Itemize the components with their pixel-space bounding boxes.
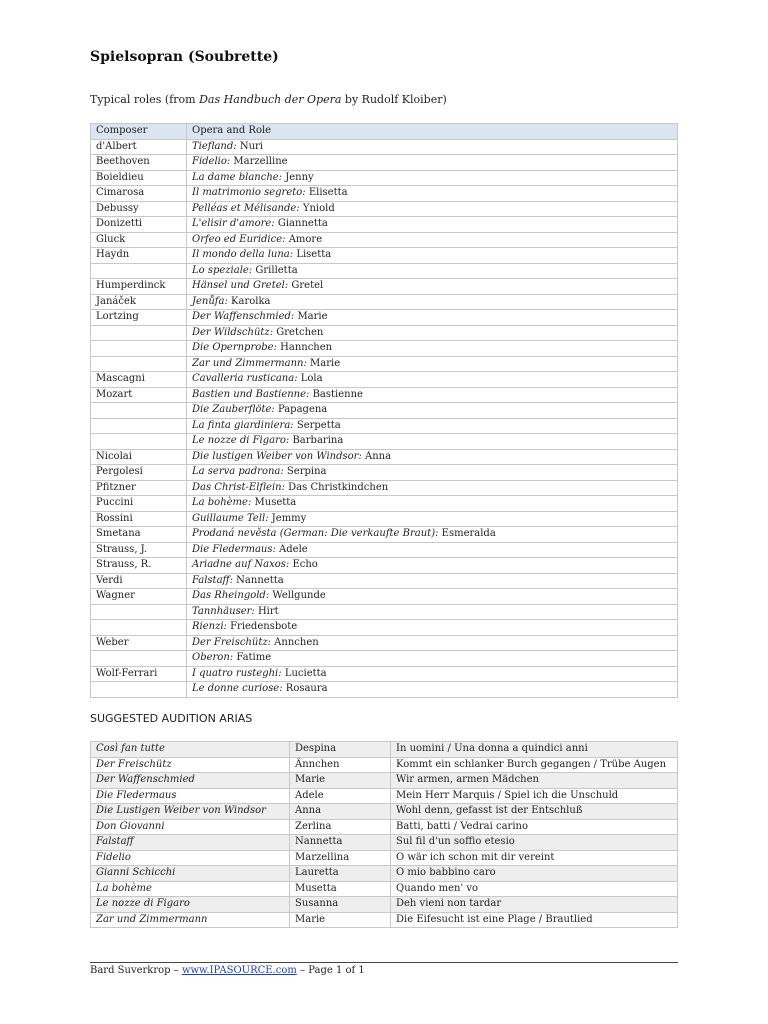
table-row	[91, 742, 678, 758]
table-row	[91, 434, 678, 450]
table-row	[91, 263, 678, 279]
table-row	[91, 666, 678, 682]
table-row	[91, 604, 678, 620]
aria-opera-cell: Der Waffenschmied	[91, 773, 290, 789]
opera-role-cell	[187, 155, 678, 171]
role-name: Hannchen	[276, 342, 333, 353]
opera-title: I quatro rusteghi:	[192, 667, 282, 679]
opera-title: L'elisir d'amore:	[192, 218, 275, 229]
table-row	[91, 294, 678, 310]
composer-cell	[91, 620, 187, 636]
table-row	[91, 186, 678, 202]
opera-role-cell	[187, 403, 678, 419]
role-name: Marie	[294, 311, 328, 322]
role-name: Karolka	[227, 295, 271, 307]
composer-cell: Rossini	[91, 511, 187, 527]
footer-author: Bard Suverkrop –	[90, 965, 182, 976]
aria-title-cell: Mein Herr Marquis / Spiel ich die Unschuld	[391, 788, 678, 804]
table-row	[91, 757, 678, 773]
composer-cell: Wolf-Ferrari	[91, 666, 187, 682]
roles-table	[90, 123, 678, 698]
role-name: Nannetta	[233, 574, 284, 586]
aria-title-cell: O wär ich schon mit dir vereint	[391, 850, 678, 866]
opera-role-cell	[187, 496, 678, 512]
role-name: Gretel	[288, 280, 324, 291]
role-name: Hirt	[254, 605, 279, 617]
aria-opera-cell: Fidelio	[91, 850, 290, 866]
aria-opera-cell: Die Lustigen Weiber von Windsor	[91, 804, 290, 820]
table-row	[91, 819, 678, 835]
table-row	[91, 139, 678, 155]
role-name: Nuri	[236, 140, 263, 152]
role-name: Wellgunde	[269, 590, 326, 601]
intro-prefix: Typical roles (from	[90, 93, 200, 106]
composer-cell: d'Albert	[91, 139, 187, 155]
opera-title: Oberon:	[192, 652, 234, 663]
opera-title: Il mondo della luna:	[192, 249, 294, 260]
role-name: Esmeralda	[438, 528, 496, 539]
aria-title-cell: Wir armen, armen Mädchen	[391, 773, 678, 789]
footer-link[interactable]: www.IPASOURCE.com	[181, 965, 297, 976]
table-row	[91, 682, 678, 698]
opera-role-cell	[187, 170, 678, 186]
opera-title: Cavalleria rusticana:	[192, 373, 298, 384]
aria-opera-cell: Così fan tutte	[91, 742, 290, 758]
composer-cell	[91, 403, 187, 419]
table-row	[91, 310, 678, 326]
table-row	[91, 403, 678, 419]
opera-role-cell	[187, 666, 678, 682]
opera-title: La dame blanche:	[192, 171, 283, 183]
aria-role-cell: Marie	[290, 912, 391, 928]
role-name: Fatime	[233, 652, 272, 663]
composer-cell: Humperdinck	[91, 279, 187, 295]
table-row	[91, 897, 678, 913]
composer-cell	[91, 651, 187, 667]
table-row	[91, 912, 678, 928]
aria-role-cell: Anna	[290, 804, 391, 820]
role-name: Bastienne	[309, 388, 363, 400]
aria-role-cell: Nannetta	[290, 835, 391, 851]
role-name: Barbarina	[289, 435, 344, 446]
table-row	[91, 850, 678, 866]
role-name: Yniold	[299, 202, 335, 214]
role-name: Jenny	[282, 171, 314, 183]
composer-cell	[91, 604, 187, 620]
opera-role-cell	[187, 263, 678, 279]
opera-role-cell	[187, 511, 678, 527]
intro-text	[90, 93, 447, 106]
table-row	[91, 170, 678, 186]
role-name: Das Christkindchen	[284, 481, 389, 493]
opera-title: Il matrimonio segreto:	[192, 187, 306, 198]
table-row	[91, 248, 678, 264]
table-row	[91, 635, 678, 651]
role-name: Serpina	[283, 466, 327, 477]
composer-cell	[91, 263, 187, 279]
role-name: Marie	[306, 357, 341, 369]
opera-role-cell	[187, 372, 678, 388]
composer-cell: Lortzing	[91, 310, 187, 326]
table-row	[91, 279, 678, 295]
opera-title: La bohème:	[192, 497, 252, 508]
aria-role-cell: Ännchen	[290, 757, 391, 773]
table-row	[91, 232, 678, 248]
table-row	[91, 788, 678, 804]
opera-role-cell	[187, 201, 678, 217]
intro-book-title: Das Handbuch der Opera	[199, 93, 342, 106]
table-row	[91, 325, 678, 341]
opera-title: Der Waffenschmied:	[192, 311, 295, 322]
aria-role-cell: Zerlina	[290, 819, 391, 835]
table-row	[91, 881, 678, 897]
opera-role-cell	[187, 542, 678, 558]
header-composer: Composer	[91, 124, 187, 140]
composer-cell: Haydn	[91, 248, 187, 264]
table-row	[91, 804, 678, 820]
opera-role-cell	[187, 232, 678, 248]
aria-role-cell: Despina	[290, 742, 391, 758]
opera-title: Ariadne auf Naxos:	[192, 559, 290, 570]
aria-title-cell: In uomini / Una donna a quindici anni	[391, 742, 678, 758]
table-row	[91, 542, 678, 558]
opera-title: La serva padrona:	[192, 466, 284, 477]
role-name: Annchen	[271, 636, 319, 648]
opera-title: Tannhäuser:	[192, 605, 255, 617]
composer-cell	[91, 325, 187, 341]
aria-role-cell: Lauretta	[290, 866, 391, 882]
table-row	[91, 589, 678, 605]
opera-role-cell	[187, 527, 678, 543]
opera-role-cell	[187, 434, 678, 450]
table-row	[91, 651, 678, 667]
aria-opera-cell: Falstaff	[91, 835, 290, 851]
composer-cell	[91, 682, 187, 698]
role-name: Lisetta	[293, 249, 332, 260]
composer-cell: Debussy	[91, 201, 187, 217]
role-name: Papagena	[274, 404, 328, 415]
aria-title-cell: O mio babbino caro	[391, 866, 678, 882]
composer-cell: Mascagni	[91, 372, 187, 388]
page-title: Spielsopran (Soubrette)	[90, 49, 279, 65]
aria-title-cell: Wohl denn, gefasst ist der Entschluß	[391, 804, 678, 820]
opera-title: Falstaff:	[192, 574, 233, 586]
aria-opera-cell: Le nozze di Figaro	[91, 897, 290, 913]
table-row	[91, 511, 678, 527]
composer-cell	[91, 356, 187, 372]
composer-cell: Boieldieu	[91, 170, 187, 186]
footer-divider	[90, 962, 678, 963]
opera-role-cell	[187, 651, 678, 667]
opera-title: Die Opernprobe:	[192, 342, 277, 353]
opera-title: Tiefland:	[192, 140, 237, 152]
opera-role-cell	[187, 480, 678, 496]
aria-role-cell: Musetta	[290, 881, 391, 897]
composer-cell: Strauss, R.	[91, 558, 187, 574]
opera-title: La finta giardiniera:	[192, 419, 294, 431]
opera-title: Das Rheingold:	[192, 590, 270, 601]
table-row	[91, 573, 678, 589]
composer-cell	[91, 434, 187, 450]
table-row	[91, 835, 678, 851]
role-name: Elisetta	[305, 187, 348, 198]
table-row	[91, 480, 678, 496]
composer-cell	[91, 418, 187, 434]
table-row	[91, 527, 678, 543]
opera-title: Zar und Zimmermann:	[192, 357, 307, 369]
table-row	[91, 449, 678, 465]
table-row	[91, 387, 678, 403]
opera-role-cell	[187, 294, 678, 310]
composer-cell: Cimarosa	[91, 186, 187, 202]
opera-role-cell	[187, 620, 678, 636]
opera-title: Bastien und Bastienne:	[192, 388, 310, 400]
composer-cell: Pergolesi	[91, 465, 187, 481]
role-name: Friedensbote	[226, 621, 298, 632]
table-row	[91, 356, 678, 372]
aria-title-cell: Batti, batti / Vedrai carino	[391, 819, 678, 835]
opera-role-cell	[187, 186, 678, 202]
aria-opera-cell: Die Fledermaus	[91, 788, 290, 804]
opera-title: Le donne curiose:	[192, 683, 283, 694]
role-name: Lucietta	[281, 667, 327, 679]
opera-title: Hänsel und Gretel:	[192, 280, 289, 291]
table-row	[91, 201, 678, 217]
composer-cell: Smetana	[91, 527, 187, 543]
opera-role-cell	[187, 573, 678, 589]
opera-role-cell	[187, 635, 678, 651]
header-opera-role: Opera and Role	[187, 124, 678, 140]
opera-title: Lo speziale:	[192, 264, 253, 276]
aria-role-cell: Marie	[290, 773, 391, 789]
aria-role-cell: Marzellina	[290, 850, 391, 866]
opera-title: Orfeo ed Euridice:	[192, 233, 286, 245]
opera-role-cell	[187, 418, 678, 434]
table-row	[91, 558, 678, 574]
table-row	[91, 866, 678, 882]
aria-title-cell: Quando men' vo	[391, 881, 678, 897]
composer-cell: Wagner	[91, 589, 187, 605]
table-row	[91, 341, 678, 357]
aria-opera-cell: Zar und Zimmermann	[91, 912, 290, 928]
intro-suffix: by Rudolf Kloiber)	[341, 93, 447, 106]
opera-title: Der Freischütz:	[192, 636, 271, 648]
table-row	[91, 418, 678, 434]
opera-role-cell	[187, 356, 678, 372]
role-name: Lola	[297, 373, 323, 384]
composer-cell: Beethoven	[91, 155, 187, 171]
aria-title-cell: Die Eifesucht ist eine Plage / Brautlied	[391, 912, 678, 928]
opera-title: Die Fledermaus:	[192, 543, 276, 555]
role-name: Giannetta	[274, 218, 328, 229]
role-name: Amore	[285, 233, 323, 245]
role-name: Gretchen	[273, 326, 324, 338]
composer-cell: Strauss, J.	[91, 542, 187, 558]
opera-role-cell	[187, 139, 678, 155]
role-name: Anna	[361, 450, 392, 462]
table-row	[91, 773, 678, 789]
opera-role-cell	[187, 217, 678, 233]
role-name: Rosaura	[282, 683, 328, 694]
role-name: Jemmy	[268, 512, 307, 524]
composer-cell: Pfitzner	[91, 480, 187, 496]
opera-title: Die Zauberflöte:	[192, 404, 275, 415]
opera-role-cell	[187, 558, 678, 574]
table-row	[91, 465, 678, 481]
opera-title: Jenůfa:	[192, 295, 228, 307]
opera-role-cell	[187, 325, 678, 341]
roles-table-header	[91, 124, 678, 140]
opera-role-cell	[187, 310, 678, 326]
composer-cell: Puccini	[91, 496, 187, 512]
table-row	[91, 372, 678, 388]
opera-role-cell	[187, 465, 678, 481]
composer-cell: Weber	[91, 635, 187, 651]
aria-opera-cell: La bohème	[91, 881, 290, 897]
opera-title: Rienzi:	[192, 621, 227, 632]
footer-page: – Page 1 of 1	[296, 965, 365, 976]
composer-cell	[91, 341, 187, 357]
role-name: Serpetta	[293, 419, 341, 431]
arias-table	[90, 741, 678, 928]
composer-cell: Donizetti	[91, 217, 187, 233]
role-name: Echo	[289, 559, 318, 570]
composer-cell: Nicolai	[91, 449, 187, 465]
opera-role-cell	[187, 449, 678, 465]
opera-title: Der Wildschütz:	[192, 326, 274, 338]
composer-cell: Verdi	[91, 573, 187, 589]
role-name: Adele	[275, 543, 308, 555]
table-row	[91, 155, 678, 171]
aria-role-cell: Adele	[290, 788, 391, 804]
arias-section-title: SUGGESTED AUDITION ARIAS	[90, 712, 253, 725]
opera-role-cell	[187, 248, 678, 264]
aria-opera-cell: Der Freischütz	[91, 757, 290, 773]
footer	[90, 965, 365, 976]
opera-title: Pelléas et Mélisande:	[192, 202, 300, 214]
role-name: Grilletta	[252, 264, 298, 276]
aria-role-cell: Susanna	[290, 897, 391, 913]
aria-opera-cell: Gianni Schicchi	[91, 866, 290, 882]
table-row	[91, 496, 678, 512]
opera-role-cell	[187, 682, 678, 698]
opera-title: Guillaume Tell:	[192, 512, 269, 524]
aria-title-cell: Sul fil d'un soffio etesio	[391, 835, 678, 851]
opera-title: Le nozze di Figaro:	[192, 435, 290, 446]
opera-title: Das Christ-Elflein:	[192, 481, 285, 493]
opera-title: Prodaná nevěsta (German: Die verkaufte Braut):	[192, 528, 439, 539]
opera-role-cell	[187, 387, 678, 403]
role-name: Musetta	[251, 497, 297, 508]
aria-opera-cell: Don Giovanni	[91, 819, 290, 835]
aria-title-cell: Kommt ein schlanker Burch gegangen / Trübe Augen	[391, 757, 678, 773]
composer-cell: Janáček	[91, 294, 187, 310]
opera-title: Die lustigen Weiber von Windsor:	[192, 450, 362, 462]
opera-role-cell	[187, 589, 678, 605]
opera-role-cell	[187, 279, 678, 295]
aria-title-cell: Deh vieni non tardar	[391, 897, 678, 913]
composer-cell: Gluck	[91, 232, 187, 248]
opera-title: Fidelio:	[192, 156, 231, 167]
composer-cell: Mozart	[91, 387, 187, 403]
table-row	[91, 217, 678, 233]
opera-role-cell	[187, 604, 678, 620]
role-name: Marzelline	[230, 156, 288, 167]
table-row	[91, 620, 678, 636]
opera-role-cell	[187, 341, 678, 357]
